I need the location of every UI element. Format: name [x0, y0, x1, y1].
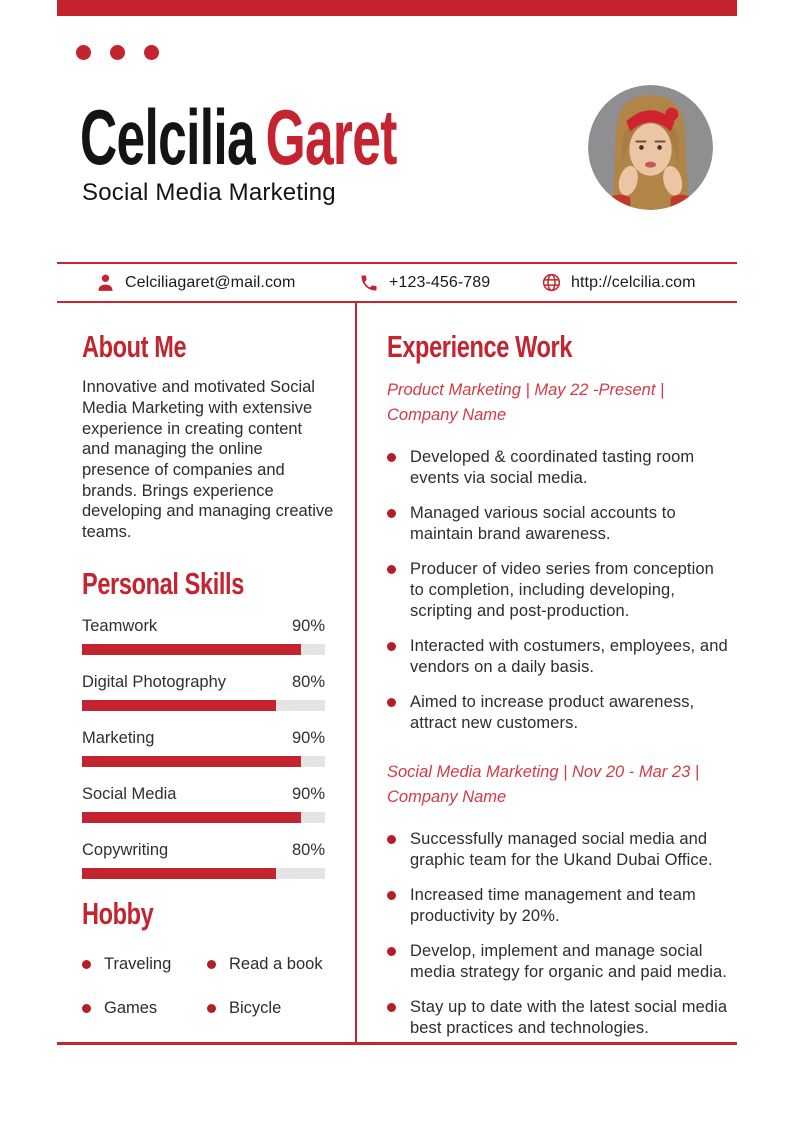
dot-icon: [144, 45, 159, 60]
section-title-hobby: Hobby: [82, 895, 154, 931]
skill-row: [82, 673, 325, 711]
job-bullet-text: Successfully managed social media and graphic team for the Ukand Dubai Office.: [410, 830, 713, 870]
left-column: [82, 300, 334, 1019]
job-bullet-list: [387, 829, 728, 1039]
skill-label: Copywriting: [82, 840, 169, 859]
job-bullet-text: Interacted with costumers, employees, and vendors on a daily basis.: [410, 637, 728, 677]
skill-label: Digital Photography: [82, 672, 227, 691]
bullet-icon: [387, 835, 396, 844]
hobby-item: [207, 955, 325, 975]
job-bullet: [387, 636, 728, 678]
skill-percent: 80%: [291, 840, 325, 859]
section-title-about: About Me: [82, 329, 187, 364]
skills-list: [82, 617, 325, 879]
name-first: Celcilia: [80, 93, 256, 181]
job-entry: [387, 378, 728, 734]
skill-label: Teamwork: [82, 616, 158, 635]
contact-email-text: Celciliagaret@mail.com: [125, 273, 296, 291]
name-last: Garet: [265, 93, 397, 181]
profile-photo: [588, 85, 713, 210]
bullet-icon: [387, 1003, 396, 1012]
bottom-rule: [57, 1042, 737, 1045]
job-bullet-text: Developed & coordinated tasting room events via social media.: [410, 448, 695, 488]
hobby-item: [82, 999, 207, 1019]
experience-entries: [387, 378, 728, 1039]
skill-bar-track: [82, 756, 325, 767]
skill-percent: 90%: [291, 728, 325, 747]
job-bullet: [387, 941, 728, 983]
hobby-label: Games: [104, 999, 158, 1018]
job-bullet: [387, 447, 728, 489]
bullet-icon: [207, 1004, 216, 1013]
job-heading: Product Marketing | May 22 -Present | Company Name: [387, 381, 665, 425]
profile-subtitle: Social Media Marketing: [82, 179, 336, 206]
job-bullet-text: Aimed to increase product awareness, attract new customers.: [410, 693, 695, 733]
skill-percent: 90%: [291, 784, 325, 803]
avatar-illustration: [588, 85, 713, 210]
hobby-item: [207, 999, 325, 1019]
contact-bar: [57, 262, 737, 303]
bullet-icon: [82, 960, 91, 969]
section-title-experience: Experience Work: [387, 329, 573, 364]
job-bullet: [387, 692, 728, 734]
skill-bar-fill: [82, 812, 301, 823]
job-bullet-text: Develop, implement and manage social media strategy for organic and paid media.: [410, 942, 727, 982]
hobby-label: Read a book: [229, 955, 323, 974]
skill-row: [82, 617, 325, 655]
bullet-icon: [387, 509, 396, 518]
skill-bar-fill: [82, 868, 276, 879]
right-column: [387, 300, 728, 1053]
bullet-icon: [387, 947, 396, 956]
bullet-icon: [207, 960, 216, 969]
skill-row: [82, 785, 325, 823]
skill-bar-fill: [82, 700, 276, 711]
skill-row: [82, 841, 325, 879]
bullet-icon: [387, 565, 396, 574]
contact-email-item: [95, 264, 296, 301]
job-bullet: [387, 503, 728, 545]
globe-icon: [541, 272, 562, 293]
dot-icon: [110, 45, 125, 60]
bullet-icon: [387, 698, 396, 707]
hobby-list: [82, 955, 325, 1019]
contact-website-text: http://celcilia.com: [571, 273, 696, 291]
contact-phone-item: [359, 264, 490, 301]
dot-icon: [76, 45, 91, 60]
job-bullet: [387, 829, 728, 871]
job-bullet-text: Stay up to date with the latest social media best practices and technologies.: [410, 998, 728, 1038]
job-bullet: [387, 885, 728, 927]
skill-bar-fill: [82, 644, 301, 655]
bullet-icon: [387, 453, 396, 462]
phone-icon: [359, 272, 380, 293]
person-name: [80, 93, 560, 181]
about-text: Innovative and motivated Social Media Marketing with extensive experience in creating content and managing the online presence of companies and brands. Brings experience developing and managing creative teams.: [82, 378, 334, 542]
job-bullet: [387, 997, 728, 1039]
bullet-icon: [82, 1004, 91, 1013]
job-bullet-list: [387, 447, 728, 734]
skill-row: [82, 729, 325, 767]
skill-percent: 90%: [291, 616, 325, 635]
top-accent-bar: [57, 0, 737, 16]
skill-bar-track: [82, 644, 325, 655]
skill-label: Social Media: [82, 784, 177, 803]
skill-percent: 80%: [291, 672, 325, 691]
bullet-icon: [387, 891, 396, 900]
skill-label: Marketing: [82, 728, 155, 747]
hobby-item: [82, 955, 207, 975]
bullet-icon: [387, 642, 396, 651]
skill-bar-track: [82, 868, 325, 879]
job-entry: [387, 760, 728, 1039]
contact-website-item: [541, 264, 696, 301]
job-bullet-text: Increased time management and team productivity by 20%.: [410, 886, 696, 926]
hobby-label: Traveling: [104, 955, 172, 974]
job-heading: Social Media Marketing | Nov 20 - Mar 23 | Company Name: [387, 763, 700, 807]
job-bullet-text: Producer of video series from conception to completion, including developing, scripting and post-production.: [410, 560, 714, 621]
person-icon: [95, 272, 116, 293]
decorative-dots: [76, 45, 159, 60]
job-bullet: [387, 559, 728, 622]
job-bullet-text: Managed various social accounts to maintain brand awareness.: [410, 504, 676, 544]
hobby-label: Bicycle: [229, 999, 282, 1018]
skill-bar-fill: [82, 756, 301, 767]
skill-bar-track: [82, 812, 325, 823]
section-title-skills: Personal Skills: [82, 565, 244, 601]
skill-bar-track: [82, 700, 325, 711]
contact-phone-text: +123-456-789: [389, 273, 491, 291]
vertical-divider: [355, 303, 357, 1043]
